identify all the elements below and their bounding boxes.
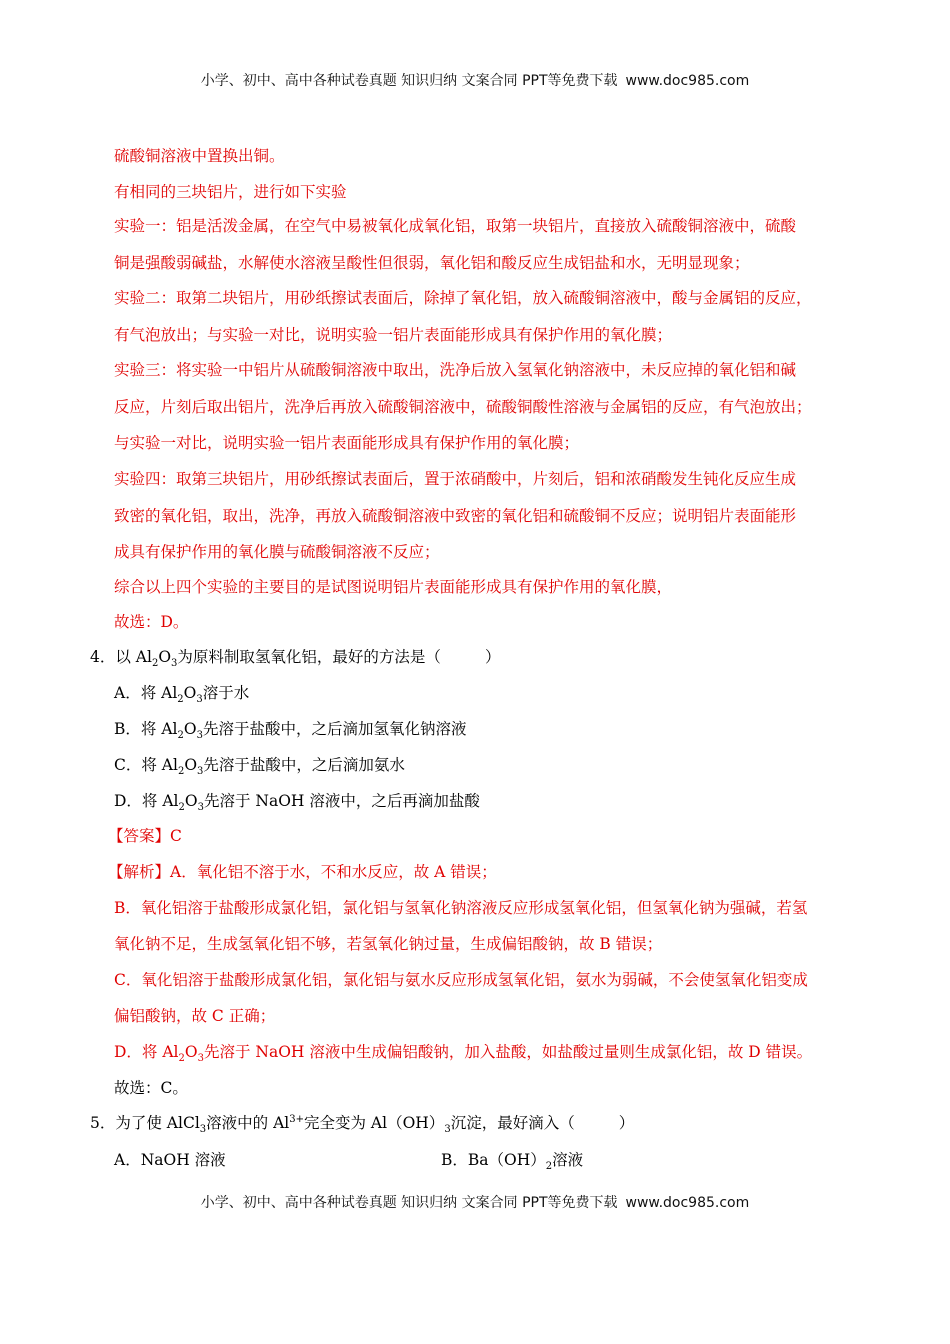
option-a: A．NaOH 溶液	[114, 1151, 226, 1169]
header-text: 小学、初中、高中各种试卷真题 知识归纳 文案合同 PPT等免费下载	[200, 73, 618, 89]
answer-label: 【答案】	[108, 827, 171, 845]
analysis-line: B．氧化铝溶于盐酸形成氯化铝，氯化铝与氢氧化钠溶液反应形成氢氧化铝，但氢氧化钠为强碱，若氢	[114, 899, 808, 917]
option-b: B．$Ba(OH)_2$溶液	[441, 1151, 584, 1173]
analysis-line: 氧化钠不足，生成氢氧化铝不够，若氢氧化钠过量，生成偏铝酸钠，故 B 错误；	[114, 935, 663, 953]
analysis-line: D．将 $Al_2O_3$先溶于 NaOH 溶液中生成偏铝酸钠，加入盐酸，如盐酸过量则生成氯化铝，故 D 错误。	[114, 1043, 813, 1065]
option-d: D．将 $Al_2O_3$先溶于 NaOH 溶液中，之后再滴加盐酸	[114, 792, 480, 814]
question-number: 4．	[90, 648, 116, 666]
analysis-line: 与实验一对比，说明实验一铝片表面能形成具有保护作用的氧化膜；	[114, 434, 580, 452]
analysis-line: 反应，片刻后取出铝片，洗净后再放入硫酸铜溶液中，硫酸铜酸性溶液与金属铝的反应，有气泡放出；	[114, 398, 812, 416]
analysis-line: 铜是强酸弱碱盐，水解使水溶液呈酸性但很弱，氧化铝和酸反应生成铝盐和水，无明显现象；	[114, 254, 750, 272]
footer-text: 小学、初中、高中各种试卷真题 知识归纳 文案合同 PPT等免费下载	[200, 1195, 618, 1211]
analysis-line: 偏铝酸钠，故 C 正确；	[114, 1007, 276, 1025]
option-a: A．将 $Al_2O_3$溶于水	[114, 684, 250, 706]
analysis-line: 硫酸铜溶液中置换出铜。	[114, 147, 285, 165]
question-4-stem: 4．以 $Al_2O_3$为原料制取氢氧化铝，最好的方法是（ ）	[90, 648, 501, 670]
page-header	[0, 70, 950, 90]
analysis-line: 实验三：将实验一中铝片从硫酸铜溶液中取出，洗净后放入氢氧化钠溶液中，未反应掉的氧化铝和碱	[114, 361, 797, 379]
option-b: B．将 $Al_2O_3$先溶于盐酸中，之后滴加氢氧化钠溶液	[114, 720, 467, 742]
analysis-conclusion: 故选：C。	[114, 1079, 188, 1097]
footer-url: www.doc985.com	[625, 1195, 750, 1211]
analysis-line: C．氧化铝溶于盐酸形成氯化铝，氯化铝与氨水反应形成氢氧化铝，氨水为弱碱，不会使氢氧化铝变成	[114, 971, 808, 989]
analysis-line: 【解析】A．氧化铝不溶于水，不和水反应，故 A 错误；	[108, 863, 497, 881]
analysis-line: 成具有保护作用的氧化膜与硫酸铜溶液不反应；	[114, 543, 440, 561]
answer	[108, 826, 182, 846]
analysis-line: 实验四：取第三块铝片，用砂纸擦试表面后，置于浓硝酸中，片刻后，铝和浓硝酸发生钝化反应生成	[114, 470, 797, 488]
analysis-line: 实验一：铝是活泼金属，在空气中易被氧化成氧化铝，取第一块铝片，直接放入硫酸铜溶液中，硫酸	[114, 217, 797, 235]
question-number: 5．	[90, 1114, 116, 1132]
analysis-line: 致密的氧化铝，取出，洗净，再放入硫酸铜溶液中致密的氧化铝和硫酸铜不反应；说明铝片表面能形	[114, 507, 797, 525]
analysis-label: 【解析】	[108, 863, 171, 881]
analysis-line: 实验二：取第二块铝片，用砂纸擦试表面后，除掉了氧化铝，放入硫酸铜溶液中，酸与金属铝的反应，	[114, 289, 812, 307]
analysis-line: 综合以上四个实验的主要目的是试图说明铝片表面能形成具有保护作用的氧化膜，	[114, 578, 673, 596]
question-5-stem: 5．为了使 AlCl$_3$溶液中的 $Al^{3+}$完全变为 $Al(OH)_3$沉淀，最好滴入（ ）	[90, 1113, 635, 1136]
header-url: www.doc985.com	[625, 73, 750, 89]
option-c: C．将 $Al_2O_3$先溶于盐酸中，之后滴加氨水	[114, 756, 405, 778]
answer-value: C	[170, 827, 182, 845]
analysis-line: 有气泡放出；与实验一对比，说明实验一铝片表面能形成具有保护作用的氧化膜；	[114, 326, 673, 344]
analysis-conclusion: 故选：D。	[114, 613, 189, 631]
analysis-line: 有相同的三块铝片，进行如下实验	[114, 183, 347, 201]
page-footer	[0, 1192, 950, 1212]
